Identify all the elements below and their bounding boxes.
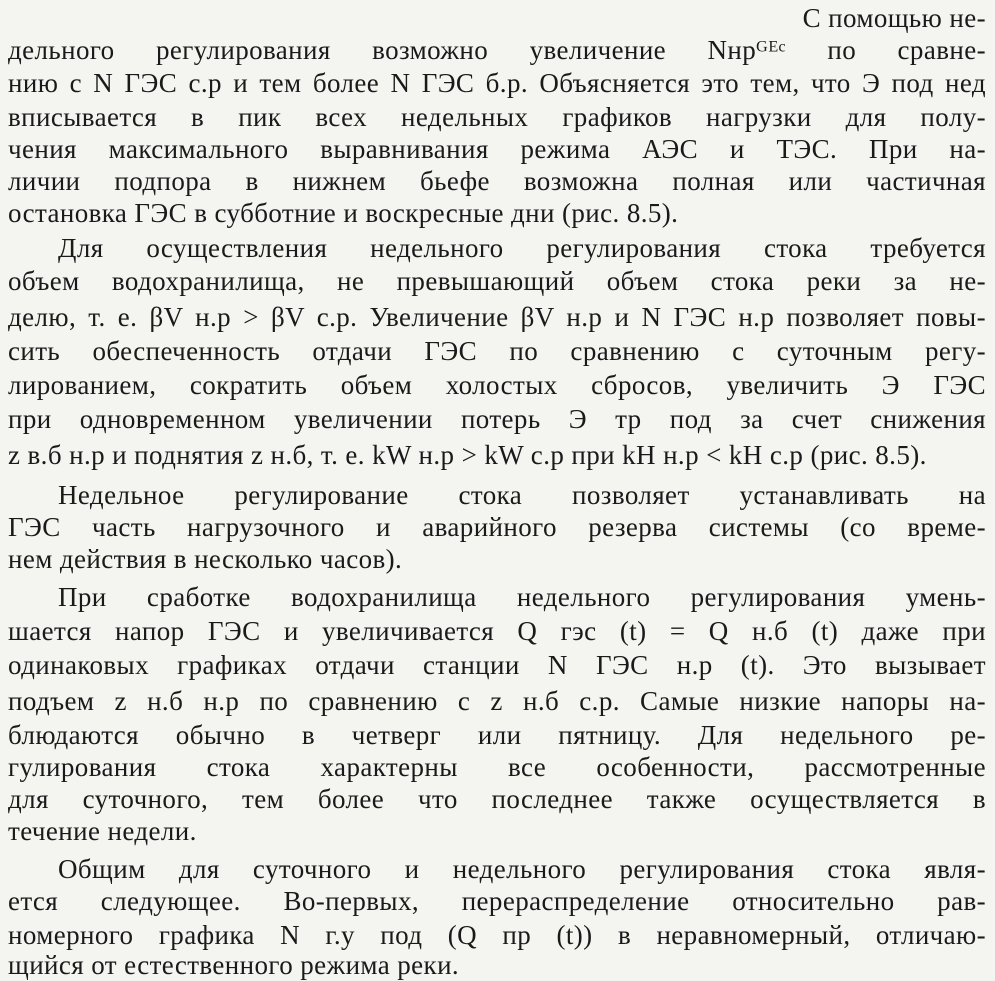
text-line: ГЭС часть нагрузочного и аварийного резерва системы (со време-	[8, 512, 986, 542]
text-line: z в.б н.р и поднятия z н.б, т. е. kW н.р > kW с.р при kH н.р < kH с.р (рис. 8.5).	[8, 440, 927, 470]
text-line: ется следующее. Во-первых, перераспределение относительно рав-	[8, 886, 986, 916]
text-line: С помощью не-	[802, 3, 986, 33]
text-line: Для осуществления недельного регулирования стока требуется	[58, 233, 986, 263]
text-line: остановка ГЭС в субботние и воскресные дни (рис. 8.5).	[8, 198, 679, 228]
text-line: Общим для суточного и недельного регулирования стока явля-	[58, 854, 986, 884]
text-line: номерного графика N г.у под (Q пр (t)) в неравномерный, отличаю-	[8, 920, 986, 950]
text-line: личии подпора в нижнем бьефе возможна полная или частичная	[8, 166, 986, 196]
text-line: для суточного, тем более что последнее также осуществляется в	[8, 784, 986, 814]
text-line: лированием, сократить объем холостых сбросов, увеличить Э ГЭС	[8, 370, 986, 400]
text-line: сить обеспеченность отдачи ГЭС по сравнению с суточным регу-	[8, 336, 986, 366]
text-line: при одновременном увеличении потерь Э тр под за счет снижения	[8, 404, 986, 434]
text-line: нию с N ГЭС с.р и тем более N ГЭС б.р. Объясняется это тем, что Э под нед	[8, 68, 986, 98]
text-line: щийся от естественного режима реки.	[8, 950, 460, 980]
text-line: Недельное регулирование стока позволяет устанавливать на	[58, 480, 986, 510]
text-line: вписывается в пик всех недельных графиков нагрузки для полу-	[8, 102, 986, 132]
text-line: чения максимального выравнивания режима АЭС и ТЭС. При на-	[8, 134, 986, 164]
text-line: шается напор ГЭС и увеличивается Q гэс (t) = Q н.б (t) даже при	[8, 616, 986, 646]
text-line: блюдаются обычно в четверг или пятницу. Для недельного ре-	[8, 720, 986, 750]
text-line: делю, т. е. βV н.р > βV с.р. Увеличение βV н.р и N ГЭС н.р позволяет повы-	[8, 302, 986, 332]
text-line: подъем z н.б н.р по сравнению с z н.б с.р. Самые низкие напоры на-	[8, 686, 986, 716]
text-line: нем действия в несколько часов).	[8, 544, 403, 574]
text-line: гулирования стока характерны все особенности, рассмотренные	[8, 752, 986, 782]
text-line: При сработке водохранилища недельного регулирования умень-	[58, 582, 986, 612]
text-line: течение недели.	[8, 816, 197, 846]
text-line: объем водохранилища, не превышающий объем стока реки за не-	[8, 266, 986, 296]
text-line: дельного регулирования возможно увеличение Nнрᴳᴱᶜ по сравне-	[8, 35, 986, 65]
text-line: одинаковых графиках отдачи станции N ГЭС н.р (t). Это вызывает	[8, 650, 986, 680]
